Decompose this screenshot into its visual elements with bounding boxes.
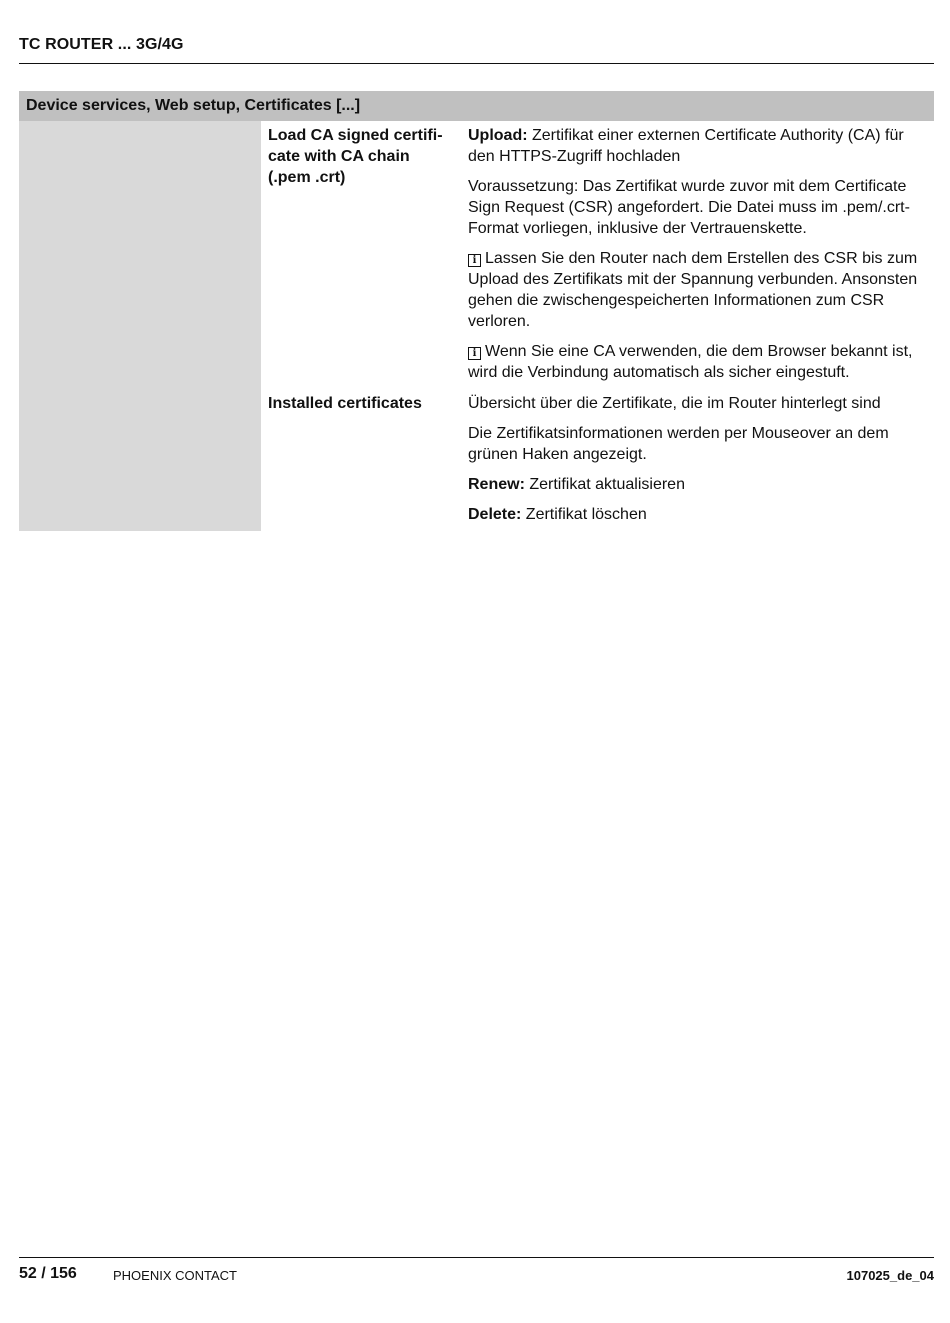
label-delete: Delete: bbox=[468, 506, 522, 523]
info-icon: i bbox=[468, 347, 481, 360]
paragraph-overview bbox=[468, 393, 928, 414]
empty-left-column bbox=[19, 121, 261, 531]
paragraph-upload bbox=[468, 125, 928, 167]
text-requirement: Voraussetzung: Das Zertifikat wurde zuvor mit dem Certificate Sign Request (CSR) angefordert. Die Datei muss im .pem/.crt-Format vorliegen, inklusive der Vertrauenskette. bbox=[468, 178, 910, 237]
label-upload: Upload: bbox=[468, 127, 528, 144]
page-number: 52 / 156 bbox=[19, 1265, 77, 1282]
header-divider bbox=[19, 63, 934, 64]
parameter-table bbox=[19, 91, 934, 531]
text-upload: Zertifikat einer externen Certificate Authority (CA) für den HTTPS-Zugriff hochladen bbox=[468, 127, 904, 165]
paragraph-delete bbox=[468, 504, 928, 525]
description-load-ca-cert bbox=[468, 125, 928, 392]
table-body bbox=[19, 121, 934, 531]
text-overview: Übersicht über die Zertifikate, die im Router hinterlegt sind bbox=[468, 395, 881, 412]
label-renew: Renew: bbox=[468, 476, 525, 493]
description-installed-certs bbox=[468, 393, 928, 534]
term-load-ca-cert bbox=[268, 125, 460, 188]
footer-divider bbox=[19, 1257, 934, 1258]
term-line: cate with CA chain bbox=[268, 148, 410, 165]
paragraph-mouseover bbox=[468, 423, 928, 465]
text-note-browser: Wenn Sie eine CA verwenden, die dem Browser bekannt ist, wird die Verbindung automatisch als sicher eingestuft. bbox=[468, 343, 913, 381]
paragraph-renew bbox=[468, 474, 928, 495]
term-line: (.pem .crt) bbox=[268, 169, 346, 186]
info-icon: i bbox=[468, 254, 481, 267]
paragraph-note-power bbox=[468, 248, 928, 332]
document-id: 107025_de_04 bbox=[846, 1268, 934, 1283]
term-line: Load CA signed certifi- bbox=[268, 127, 443, 144]
section-header: Device services, Web setup, Certificates [...] bbox=[19, 91, 934, 121]
text-delete: Zertifikat löschen bbox=[521, 506, 647, 523]
paragraph-note-browser bbox=[468, 341, 928, 383]
text-renew: Zertifikat aktualisieren bbox=[524, 476, 685, 493]
text-note-power: Lassen Sie den Router nach dem Erstellen des CSR bis zum Upload des Zertifikats mit der Spannung verbunden. Ansonsten gehen die zwischengespeicherten Informationen zum CSR verloren. bbox=[468, 250, 918, 330]
text-mouseover: Die Zertifikatsinformationen werden per Mouseover an dem grünen Haken angezeigt. bbox=[468, 425, 889, 463]
paragraph-requirement bbox=[468, 176, 928, 239]
term-installed-certs: Installed certificates bbox=[268, 395, 422, 412]
company-name: PHOENIX CONTACT bbox=[113, 1268, 237, 1283]
document-header-title: TC ROUTER ... 3G/4G bbox=[19, 36, 184, 53]
